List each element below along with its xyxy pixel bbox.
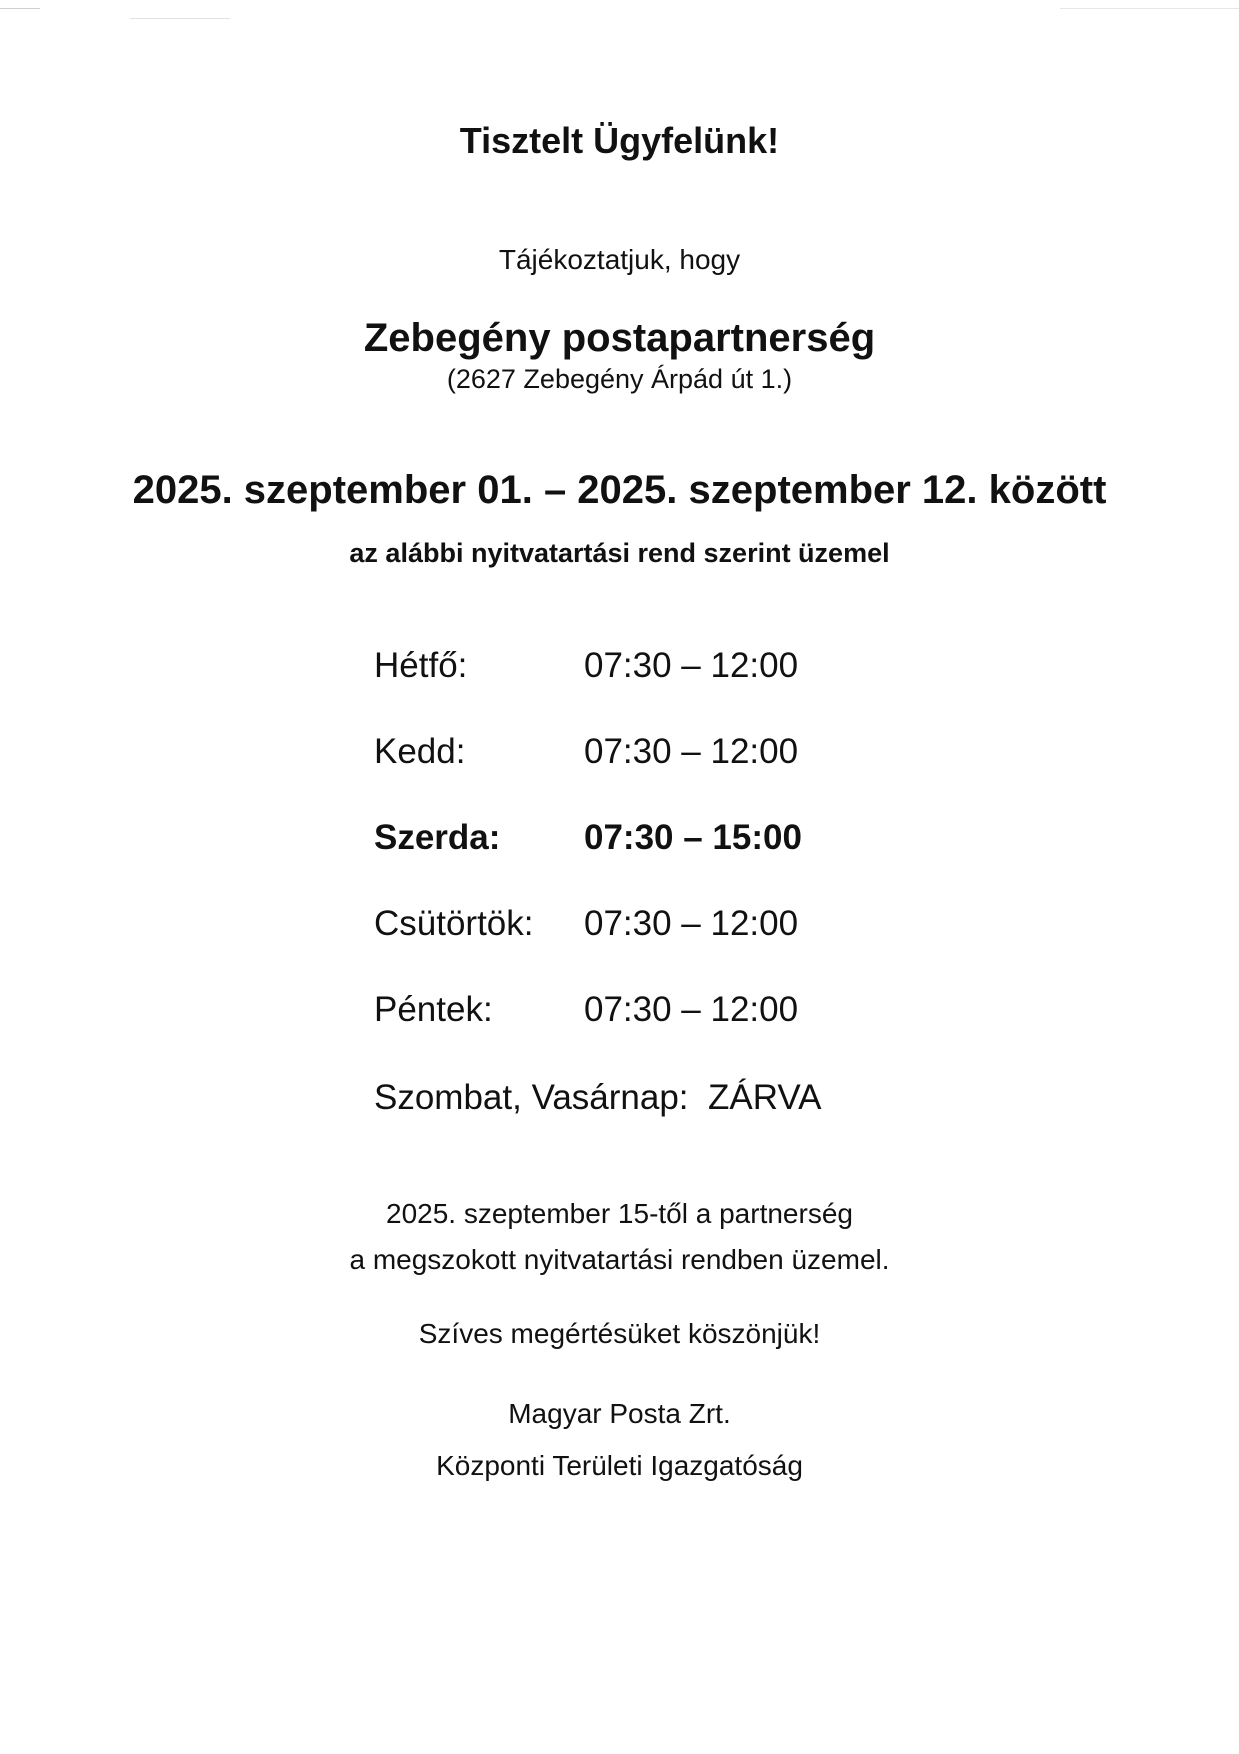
hours-row-friday	[374, 990, 1014, 1076]
day-label: Hétfő:	[374, 646, 468, 685]
hours-row-monday	[374, 646, 1014, 732]
day-label: Kedd:	[374, 732, 466, 771]
hours-row-tuesday	[374, 732, 1014, 818]
thanks-text: Szíves megértésüket köszönjük!	[418, 1318, 821, 1349]
signature-org: Magyar Posta Zrt.	[508, 1398, 731, 1429]
date-range: 2025. szeptember 01. – 2025. szeptember 12. között	[132, 468, 1107, 512]
time-value: 07:30 – 12:00	[584, 990, 799, 1029]
intro-text: Tájékoztatjuk, hogy	[498, 244, 741, 275]
day-label: Csütörtök:	[374, 904, 534, 943]
scan-artifact-line	[0, 8, 40, 9]
note-line-1: 2025. szeptember 15-től a partnerség	[386, 1198, 853, 1229]
greeting-heading: Tisztelt Ügyfelünk!	[459, 120, 780, 161]
partner-name: Zebegény postapartnerség	[363, 316, 876, 360]
signature-dept: Központi Területi Igazgatóság	[436, 1450, 803, 1481]
weekend-closed: Szombat, Vasárnap: ZÁRVA	[374, 1078, 822, 1117]
day-label: Péntek:	[374, 990, 493, 1029]
day-label: Szerda:	[374, 818, 501, 857]
time-value: 07:30 – 12:00	[584, 904, 799, 943]
partner-address: (2627 Zebegény Árpád út 1.)	[446, 364, 793, 394]
subtitle: az alábbi nyitvatartási rend szerint üzemel	[349, 538, 890, 568]
scan-artifact-line	[1060, 8, 1239, 9]
time-value: 07:30 – 12:00	[584, 646, 799, 685]
hours-row-thursday	[374, 904, 1014, 990]
time-value: 07:30 – 12:00	[584, 732, 799, 771]
opening-hours-table	[374, 646, 1014, 1076]
hours-row-wednesday	[374, 818, 1014, 904]
note-line-2: a megszokott nyitvatartási rendben üzemel.	[349, 1244, 890, 1275]
scan-artifact-line	[130, 18, 230, 19]
time-value: 07:30 – 15:00	[584, 818, 802, 857]
